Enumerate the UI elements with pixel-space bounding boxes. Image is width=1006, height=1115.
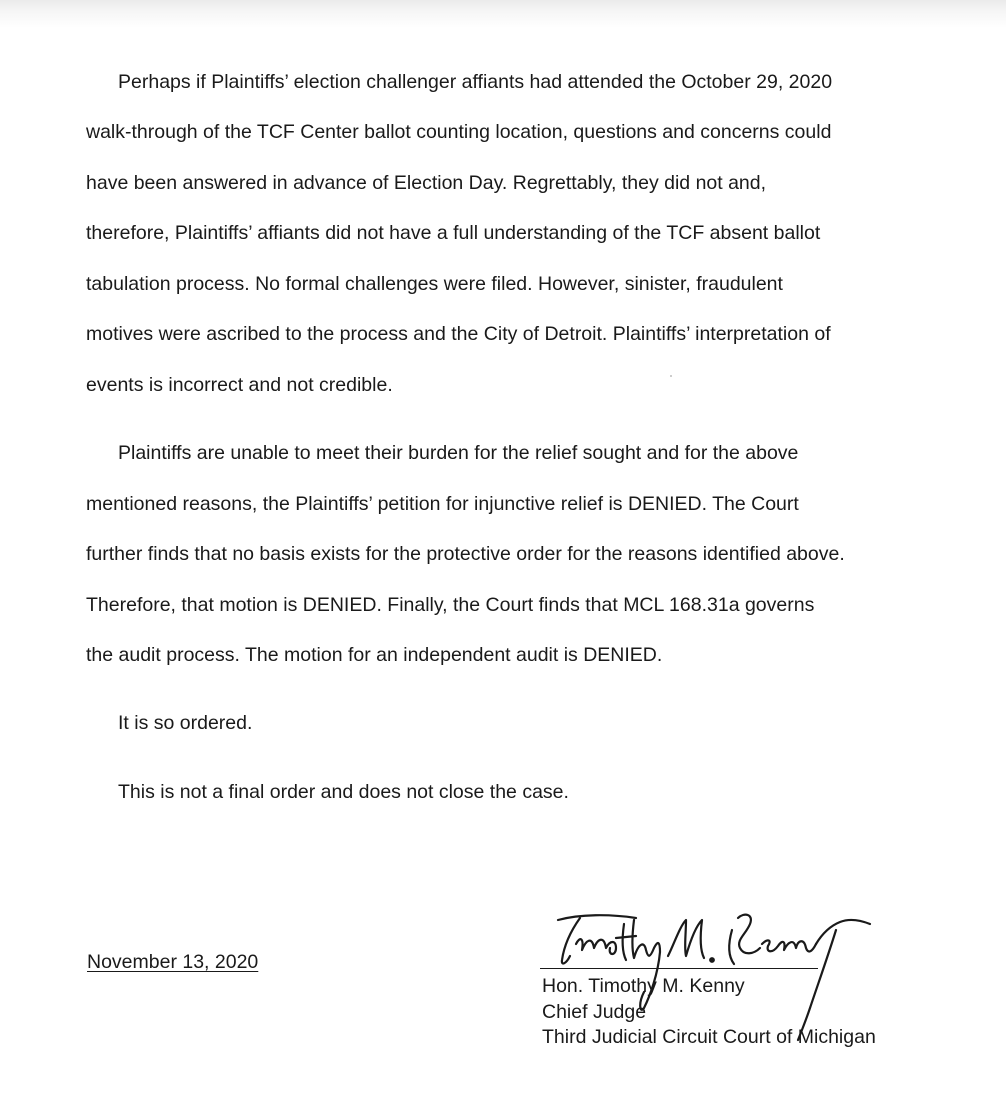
- text-line: This is not a final order and does not close the case.: [118, 781, 569, 803]
- signature-block: [540, 904, 980, 1064]
- signature-line: [540, 968, 818, 969]
- scan-speck: [670, 375, 672, 377]
- text-line: events is incorrect and not credible.: [86, 374, 393, 396]
- text-line: It is so ordered.: [118, 712, 253, 734]
- order-date: November 13, 2020: [87, 951, 259, 973]
- text-line: have been answered in advance of Election Day. Regrettably, they did not and,: [86, 172, 767, 194]
- judge-title: Chief Judge: [542, 1001, 647, 1023]
- court-name: Third Judicial Circuit Court of Michigan: [542, 1026, 876, 1048]
- text-line: mentioned reasons, the Plaintiffs’ petition for injunctive relief is DENIED. The Court: [86, 493, 799, 515]
- text-line: Plaintiffs are unable to meet their burden for the relief sought and for the above: [118, 442, 799, 464]
- text-line: Therefore, that motion is DENIED. Finally, the Court finds that MCL 168.31a governs: [86, 594, 815, 616]
- text-line: tabulation process. No formal challenges were filed. However, sinister, fraudulent: [86, 273, 783, 295]
- text-line: walk-through of the TCF Center ballot counting location, questions and concerns could: [86, 121, 832, 143]
- text-line: therefore, Plaintiffs’ affiants did not have a full understanding of the TCF absent ballot: [86, 222, 821, 244]
- text-line: further finds that no basis exists for the protective order for the reasons identified above.: [86, 543, 845, 565]
- text-line: motives were ascribed to the process and the City of Detroit. Plaintiffs’ interpretation of: [86, 323, 831, 345]
- judge-name: Hon. Timothy M. Kenny: [542, 975, 745, 997]
- text-line: Perhaps if Plaintiffs’ election challenger affiants had attended the October 29, 2020: [118, 71, 833, 93]
- text-line: the audit process. The motion for an independent audit is DENIED.: [86, 644, 663, 666]
